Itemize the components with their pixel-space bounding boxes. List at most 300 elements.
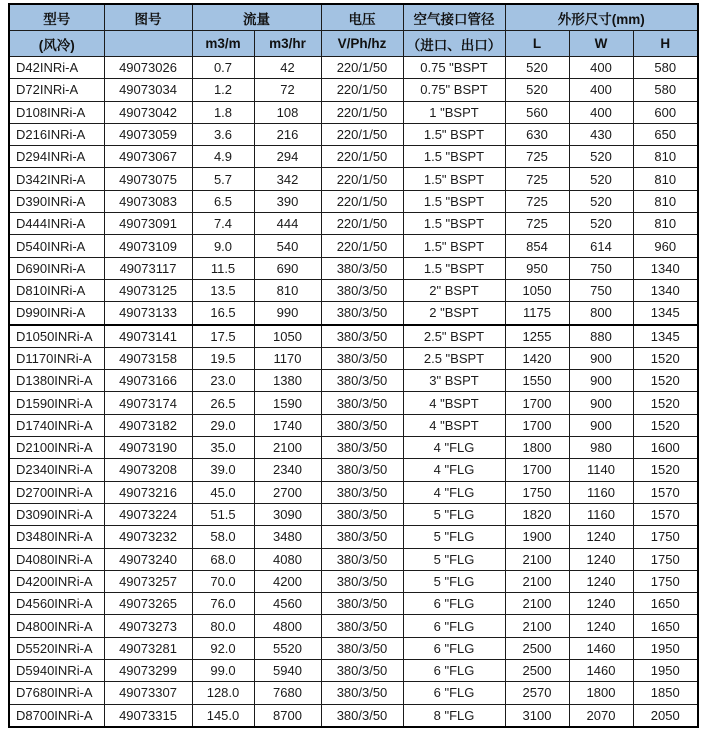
table-row [9,615,698,637]
cell-flow-m3m: 58.0 [192,526,254,548]
cell-voltage: 220/1/50 [321,101,403,123]
cell-figure-no: 49073091 [104,213,192,235]
cell-dim-h: 1570 [633,503,698,525]
cell-dim-h: 1345 [633,302,698,325]
cell-voltage: 380/3/50 [321,370,403,392]
cell-flow-m3m: 35.0 [192,437,254,459]
cell-flow-m3hr: 1170 [254,347,321,369]
cell-model: D540INRi-A [9,235,104,257]
table-row [9,257,698,279]
cell-model: D2340INRi-A [9,459,104,481]
cell-dim-w: 2070 [569,704,633,727]
header-flow-unit-min: m3/m [192,31,254,57]
cell-flow-m3m: 70.0 [192,570,254,592]
cell-flow-m3hr: 390 [254,190,321,212]
cell-dim-w: 1240 [569,548,633,570]
cell-model: D1170INRi-A [9,347,104,369]
cell-model: D1590INRi-A [9,392,104,414]
cell-pipe-size: 1.5" BSPT [403,235,505,257]
header-model: 型号 [9,4,104,31]
cell-flow-m3m: 0.7 [192,57,254,79]
cell-flow-m3m: 16.5 [192,302,254,325]
cell-figure-no: 49073042 [104,101,192,123]
cell-flow-m3m: 39.0 [192,459,254,481]
cell-flow-m3hr: 5940 [254,660,321,682]
cell-figure-no: 49073281 [104,637,192,659]
cell-model: D690INRi-A [9,257,104,279]
cell-dim-h: 600 [633,101,698,123]
cell-pipe-size: 5 "FLG [403,570,505,592]
cell-dim-w: 900 [569,347,633,369]
cell-pipe-size: 2" BSPT [403,279,505,301]
cell-model: D342INRi-A [9,168,104,190]
cell-dim-w: 1460 [569,660,633,682]
cell-pipe-size: 4 "BSPT [403,392,505,414]
cell-model: D216INRi-A [9,123,104,145]
cell-pipe-size: 1.5 "BSPT [403,146,505,168]
cell-dim-h: 1570 [633,481,698,503]
cell-flow-m3m: 45.0 [192,481,254,503]
cell-voltage: 220/1/50 [321,123,403,145]
cell-figure-no: 49073133 [104,302,192,325]
table-row [9,57,698,79]
cell-model: D1380INRi-A [9,370,104,392]
cell-figure-no: 49073083 [104,190,192,212]
cell-voltage: 220/1/50 [321,235,403,257]
cell-figure-no: 49073117 [104,257,192,279]
cell-flow-m3hr: 1050 [254,325,321,348]
cell-pipe-size: 1.5 "BSPT [403,213,505,235]
cell-dim-h: 1520 [633,370,698,392]
cell-dim-h: 1340 [633,279,698,301]
cell-pipe-size: 1.5" BSPT [403,123,505,145]
cell-pipe-size: 2.5" BSPT [403,325,505,348]
cell-dim-l: 2570 [505,682,569,704]
cell-dim-l: 520 [505,79,569,101]
cell-dim-l: 560 [505,101,569,123]
cell-dim-l: 520 [505,57,569,79]
cell-dim-w: 1160 [569,481,633,503]
cell-flow-m3hr: 7680 [254,682,321,704]
cell-figure-no: 49073208 [104,459,192,481]
cell-dim-h: 1750 [633,548,698,570]
cell-dim-h: 1950 [633,637,698,659]
cell-flow-m3m: 1.2 [192,79,254,101]
cell-pipe-size: 6 "FLG [403,637,505,659]
table-row [9,481,698,503]
cell-dim-w: 880 [569,325,633,348]
cell-dim-h: 1520 [633,414,698,436]
cell-flow-m3m: 51.5 [192,503,254,525]
cell-figure-no: 49073158 [104,347,192,369]
cell-dim-w: 900 [569,370,633,392]
cell-model: D810INRi-A [9,279,104,301]
cell-model: D3090INRi-A [9,503,104,525]
cell-flow-m3hr: 3480 [254,526,321,548]
cell-flow-m3hr: 690 [254,257,321,279]
cell-flow-m3m: 6.5 [192,190,254,212]
cell-pipe-size: 6 "FLG [403,660,505,682]
cell-dim-l: 1175 [505,302,569,325]
cell-pipe-size: 6 "FLG [403,593,505,615]
cell-pipe-size: 5 "FLG [403,503,505,525]
cell-pipe-size: 2.5 "BSPT [403,347,505,369]
table-row [9,168,698,190]
cell-flow-m3hr: 294 [254,146,321,168]
cell-pipe-size: 0.75" BSPT [403,79,505,101]
table-row [9,235,698,257]
cell-figure-no: 49073265 [104,593,192,615]
cell-pipe-size: 5 "FLG [403,548,505,570]
cell-dim-h: 1750 [633,570,698,592]
table-row [9,637,698,659]
cell-voltage: 380/3/50 [321,570,403,592]
cell-flow-m3m: 76.0 [192,593,254,615]
table-row [9,503,698,525]
cell-pipe-size: 1.5 "BSPT [403,190,505,212]
cell-model: D4200INRi-A [9,570,104,592]
cell-dim-h: 810 [633,146,698,168]
cell-flow-m3m: 1.8 [192,101,254,123]
cell-flow-m3m: 5.7 [192,168,254,190]
cell-model: D294INRi-A [9,146,104,168]
cell-flow-m3hr: 5520 [254,637,321,659]
cell-dim-w: 400 [569,79,633,101]
cell-flow-m3m: 26.5 [192,392,254,414]
cell-voltage: 380/3/50 [321,481,403,503]
cell-model: D4080INRi-A [9,548,104,570]
cell-model: D2700INRi-A [9,481,104,503]
cell-dim-l: 1750 [505,481,569,503]
cell-flow-m3hr: 2100 [254,437,321,459]
table-row [9,660,698,682]
cell-model: D1050INRi-A [9,325,104,348]
cell-dim-h: 1650 [633,615,698,637]
header-voltage-sub: V/Ph/hz [321,31,403,57]
header-model-sub: (风冷) [9,31,104,57]
cell-model: D7680INRi-A [9,682,104,704]
cell-flow-m3m: 4.9 [192,146,254,168]
cell-dim-l: 2500 [505,637,569,659]
cell-dim-l: 3100 [505,704,569,727]
header-dim-l: L [505,31,569,57]
header-pipe: 空气接口管径 [403,4,505,31]
cell-dim-l: 1550 [505,370,569,392]
cell-model: D4800INRi-A [9,615,104,637]
cell-voltage: 380/3/50 [321,392,403,414]
cell-voltage: 380/3/50 [321,503,403,525]
cell-model: D72INRi-A [9,79,104,101]
header-row-1 [9,4,698,31]
cell-model: D444INRi-A [9,213,104,235]
cell-figure-no: 49073190 [104,437,192,459]
cell-dim-l: 1700 [505,392,569,414]
cell-dim-l: 1800 [505,437,569,459]
header-flow-unit-hr: m3/hr [254,31,321,57]
table-row [9,437,698,459]
cell-dim-w: 1460 [569,637,633,659]
cell-figure-no: 49073075 [104,168,192,190]
cell-pipe-size: 4 "FLG [403,481,505,503]
cell-figure-no: 49073125 [104,279,192,301]
cell-flow-m3hr: 444 [254,213,321,235]
cell-figure-no: 49073216 [104,481,192,503]
cell-dim-w: 400 [569,101,633,123]
spec-table-container [8,3,699,728]
cell-dim-w: 800 [569,302,633,325]
cell-model: D3480INRi-A [9,526,104,548]
table-row [9,279,698,301]
cell-flow-m3m: 7.4 [192,213,254,235]
cell-dim-h: 810 [633,168,698,190]
cell-flow-m3m: 23.0 [192,370,254,392]
cell-voltage: 380/3/50 [321,414,403,436]
cell-dim-w: 1140 [569,459,633,481]
cell-dim-w: 750 [569,279,633,301]
cell-flow-m3hr: 216 [254,123,321,145]
cell-flow-m3m: 9.0 [192,235,254,257]
cell-model: D42INRi-A [9,57,104,79]
cell-dim-l: 725 [505,168,569,190]
header-voltage: 电压 [321,4,403,31]
cell-dim-l: 725 [505,213,569,235]
table-row [9,146,698,168]
table-row [9,79,698,101]
cell-dim-w: 1240 [569,526,633,548]
cell-figure-no: 49073034 [104,79,192,101]
cell-flow-m3m: 128.0 [192,682,254,704]
table-row [9,526,698,548]
cell-flow-m3hr: 1740 [254,414,321,436]
cell-flow-m3hr: 72 [254,79,321,101]
cell-dim-h: 1850 [633,682,698,704]
cell-voltage: 380/3/50 [321,437,403,459]
cell-flow-m3m: 3.6 [192,123,254,145]
cell-dim-h: 650 [633,123,698,145]
table-row [9,190,698,212]
cell-flow-m3hr: 990 [254,302,321,325]
table-row [9,570,698,592]
cell-dim-w: 400 [569,57,633,79]
cell-pipe-size: 1.5" BSPT [403,168,505,190]
cell-flow-m3m: 17.5 [192,325,254,348]
cell-dim-w: 1800 [569,682,633,704]
table-row [9,548,698,570]
cell-dim-l: 1050 [505,279,569,301]
header-row-2 [9,31,698,57]
cell-flow-m3hr: 1590 [254,392,321,414]
cell-voltage: 380/3/50 [321,279,403,301]
cell-figure-no: 49073174 [104,392,192,414]
cell-figure-no: 49073299 [104,660,192,682]
cell-flow-m3m: 29.0 [192,414,254,436]
cell-voltage: 380/3/50 [321,347,403,369]
cell-flow-m3hr: 42 [254,57,321,79]
cell-dim-w: 750 [569,257,633,279]
cell-voltage: 380/3/50 [321,526,403,548]
cell-figure-no: 49073141 [104,325,192,348]
cell-dim-h: 2050 [633,704,698,727]
table-row [9,593,698,615]
cell-dim-h: 1520 [633,459,698,481]
header-figure-no: 图号 [104,4,192,31]
cell-dim-h: 1340 [633,257,698,279]
cell-model: D8700INRi-A [9,704,104,727]
cell-flow-m3m: 92.0 [192,637,254,659]
cell-dim-w: 430 [569,123,633,145]
cell-dim-l: 1700 [505,459,569,481]
table-row [9,682,698,704]
cell-pipe-size: 6 "FLG [403,615,505,637]
cell-flow-m3m: 145.0 [192,704,254,727]
cell-voltage: 380/3/50 [321,615,403,637]
header-dim-w: W [569,31,633,57]
cell-dim-l: 1700 [505,414,569,436]
cell-pipe-size: 4 "FLG [403,459,505,481]
table-row [9,392,698,414]
cell-pipe-size: 1 "BSPT [403,101,505,123]
cell-figure-no: 49073109 [104,235,192,257]
table-body [9,57,698,727]
cell-voltage: 380/3/50 [321,593,403,615]
cell-flow-m3hr: 2700 [254,481,321,503]
cell-flow-m3hr: 4800 [254,615,321,637]
cell-dim-w: 900 [569,414,633,436]
cell-pipe-size: 0.75 "BSPT [403,57,505,79]
table-row [9,123,698,145]
cell-dim-l: 725 [505,146,569,168]
table-row [9,101,698,123]
cell-dim-l: 950 [505,257,569,279]
cell-figure-no: 49073315 [104,704,192,727]
cell-voltage: 380/3/50 [321,459,403,481]
cell-dim-h: 1520 [633,347,698,369]
cell-flow-m3hr: 4080 [254,548,321,570]
cell-dim-h: 1600 [633,437,698,459]
product-spec-table [8,3,699,728]
cell-dim-l: 725 [505,190,569,212]
cell-figure-no: 49073257 [104,570,192,592]
cell-pipe-size: 8 "FLG [403,704,505,727]
cell-dim-h: 1520 [633,392,698,414]
cell-dim-w: 520 [569,168,633,190]
cell-flow-m3hr: 3090 [254,503,321,525]
cell-dim-w: 1240 [569,593,633,615]
cell-model: D5520INRi-A [9,637,104,659]
cell-pipe-size: 4 "FLG [403,437,505,459]
cell-dim-l: 1900 [505,526,569,548]
cell-dim-w: 614 [569,235,633,257]
cell-dim-h: 960 [633,235,698,257]
cell-model: D5940INRi-A [9,660,104,682]
cell-figure-no: 49073240 [104,548,192,570]
cell-model: D108INRi-A [9,101,104,123]
cell-dim-l: 1255 [505,325,569,348]
cell-dim-l: 2100 [505,570,569,592]
cell-model: D2100INRi-A [9,437,104,459]
cell-dim-w: 980 [569,437,633,459]
header-dim-h: H [633,31,698,57]
cell-voltage: 380/3/50 [321,548,403,570]
table-row [9,704,698,727]
cell-flow-m3m: 80.0 [192,615,254,637]
cell-figure-no: 49073059 [104,123,192,145]
cell-dim-w: 520 [569,213,633,235]
cell-voltage: 380/3/50 [321,660,403,682]
cell-dim-h: 1650 [633,593,698,615]
table-row [9,459,698,481]
cell-figure-no: 49073026 [104,57,192,79]
header-dimensions: 外形尺寸(mm) [505,4,698,31]
table-header [9,4,698,57]
header-flow: 流量 [192,4,321,31]
cell-flow-m3m: 99.0 [192,660,254,682]
cell-pipe-size: 1.5 "BSPT [403,257,505,279]
cell-voltage: 220/1/50 [321,79,403,101]
cell-flow-m3hr: 810 [254,279,321,301]
cell-flow-m3hr: 4560 [254,593,321,615]
cell-model: D990INRi-A [9,302,104,325]
cell-dim-l: 2100 [505,615,569,637]
cell-dim-l: 1420 [505,347,569,369]
cell-dim-h: 580 [633,57,698,79]
cell-figure-no: 49073307 [104,682,192,704]
cell-model: D390INRi-A [9,190,104,212]
cell-voltage: 380/3/50 [321,257,403,279]
cell-flow-m3hr: 2340 [254,459,321,481]
cell-dim-l: 1820 [505,503,569,525]
cell-dim-w: 900 [569,392,633,414]
cell-voltage: 220/1/50 [321,168,403,190]
cell-flow-m3hr: 4200 [254,570,321,592]
table-row [9,302,698,325]
cell-pipe-size: 6 "FLG [403,682,505,704]
cell-model: D4560INRi-A [9,593,104,615]
header-pipe-sub: （进口、出口） [403,31,505,57]
cell-dim-h: 810 [633,190,698,212]
cell-voltage: 380/3/50 [321,302,403,325]
cell-voltage: 220/1/50 [321,190,403,212]
cell-figure-no: 49073182 [104,414,192,436]
cell-voltage: 380/3/50 [321,325,403,348]
cell-dim-w: 1160 [569,503,633,525]
cell-dim-w: 1240 [569,570,633,592]
cell-dim-h: 810 [633,213,698,235]
cell-dim-l: 630 [505,123,569,145]
cell-model: D1740INRi-A [9,414,104,436]
cell-flow-m3hr: 1380 [254,370,321,392]
cell-voltage: 380/3/50 [321,682,403,704]
cell-figure-no: 49073224 [104,503,192,525]
cell-flow-m3hr: 8700 [254,704,321,727]
cell-figure-no: 49073067 [104,146,192,168]
cell-dim-w: 520 [569,146,633,168]
cell-dim-h: 1950 [633,660,698,682]
cell-dim-h: 1750 [633,526,698,548]
cell-figure-no: 49073273 [104,615,192,637]
header-figure-no-sub [104,31,192,57]
cell-flow-m3m: 11.5 [192,257,254,279]
cell-figure-no: 49073232 [104,526,192,548]
cell-pipe-size: 3" BSPT [403,370,505,392]
table-row [9,325,698,348]
cell-dim-l: 854 [505,235,569,257]
cell-flow-m3hr: 540 [254,235,321,257]
cell-figure-no: 49073166 [104,370,192,392]
cell-voltage: 220/1/50 [321,146,403,168]
cell-pipe-size: 5 "FLG [403,526,505,548]
cell-dim-w: 1240 [569,615,633,637]
